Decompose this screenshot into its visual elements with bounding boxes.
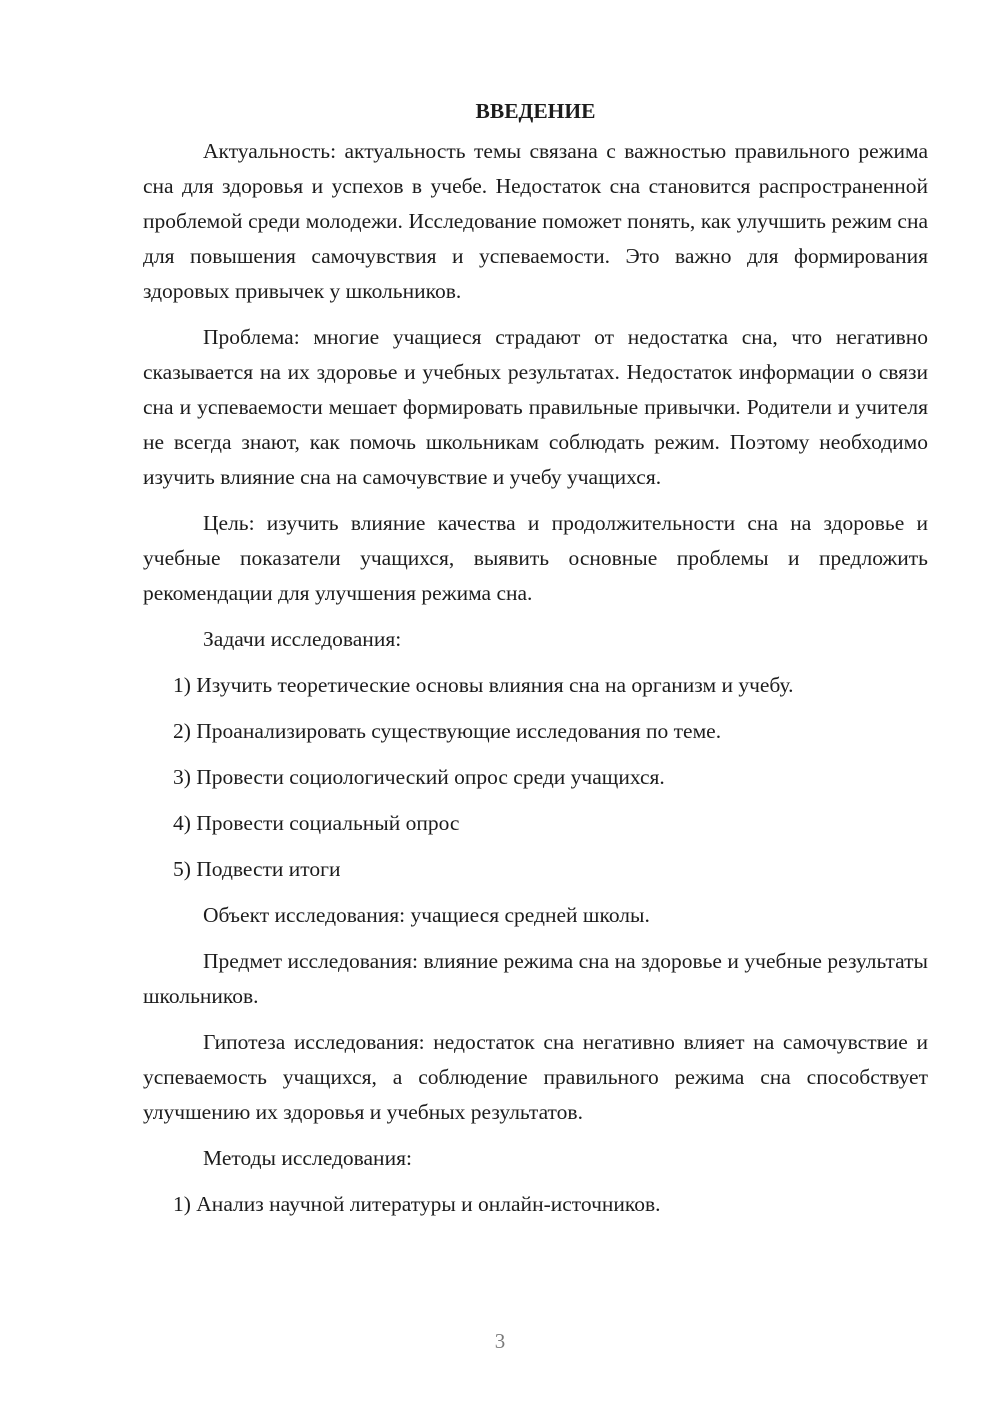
paragraph-relevance: Актуальность: актуальность темы связана с важностью правильного режима сна для здоровья и успехов в учебе. Недостаток сна становится распространенной проблемой среди молодежи. Исследование поможет понять, как улучшить режим сна для повышения самочувствия и успеваемости. Это важно для формирования здоровых привычек у школьников. — [143, 139, 928, 303]
research-hypothesis: Гипотеза исследования: недостаток сна негативно влияет на самочувствие и успеваемость учащихся, а соблюдение правильного режима сна способствует улучшению их здоровья и учебных результатов. — [143, 1030, 928, 1124]
spacer — [143, 703, 928, 714]
methods-label: Методы исследования: — [203, 1146, 412, 1170]
spacer — [143, 887, 928, 898]
task-item: 1) Изучить теоретические основы влияния сна на организм и учебу. — [173, 673, 794, 697]
task-item: 3) Провести социологический опрос среди учащихся. — [173, 765, 665, 789]
method-item: 1) Анализ научной литературы и онлайн-источников. — [173, 1192, 661, 1216]
tasks-label: Задачи исследования: — [203, 627, 402, 651]
task-item: 4) Провести социальный опрос — [173, 811, 460, 835]
page-number: 3 — [494, 1329, 506, 1353]
spacer — [143, 1176, 928, 1187]
task-item: 2) Проанализировать существующие исследования по теме. — [173, 719, 722, 743]
spacer — [143, 495, 928, 506]
paragraph-problem: Проблема: многие учащиеся страдают от недостатка сна, что негативно сказывается на их здоровье и учебных результатах. Недостаток информации о связи сна и успеваемости мешает формировать правильные привычки. Родители и учителя не всегда знают, как помочь школьникам соблюдать режим. Поэтому необходимо изучить влияние сна на самочувствие и учебу учащихся. — [143, 325, 928, 489]
spacer — [143, 795, 928, 806]
spacer — [143, 1130, 928, 1141]
spacer — [143, 749, 928, 760]
spacer — [143, 657, 928, 668]
spacer — [143, 309, 928, 320]
research-subject: Предмет исследования: влияние режима сна на здоровье и учебные результаты школьников. — [143, 949, 928, 1008]
paragraph-goal: Цель: изучить влияние качества и продолжительности сна на здоровье и учебные показатели учащихся, выявить основные проблемы и предложить рекомендации для улучшения режима сна. — [143, 511, 928, 605]
spacer — [143, 841, 928, 852]
spacer — [143, 1014, 928, 1025]
research-object: Объект исследования: учащиеся средней школы. — [203, 903, 650, 927]
spacer — [143, 933, 928, 944]
task-item: 5) Подвести итоги — [173, 857, 341, 881]
page-content — [143, 93, 928, 1222]
section-title: ВВЕДЕНИЕ — [475, 99, 596, 123]
spacer — [143, 611, 928, 622]
